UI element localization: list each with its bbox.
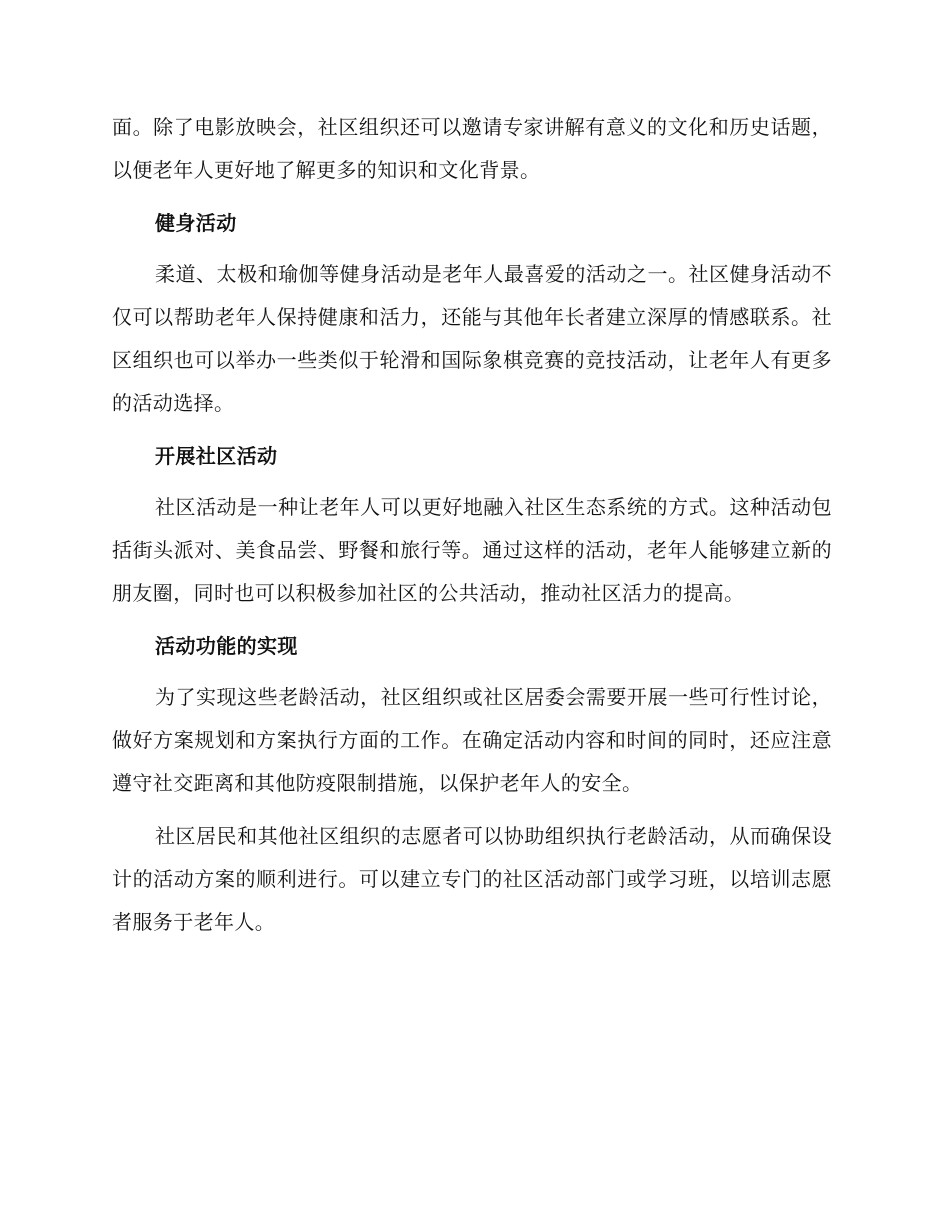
implementation-paragraph-1: 为了实现这些老龄活动，社区组织或社区居委会需要开展一些可行性讨论，做好方案规划和方案执行方面的工作。在确定活动内容和时间的同时，还应注意遵守社交距离和其他防疫限制措施，以保护老年人的安全。 [112,685,832,795]
intro-paragraph: 面。除了电影放映会，社区组织还可以邀请专家讲解有意义的文化和历史话题，以便老年人更好地了解更多的知识和文化背景。 [112,115,832,182]
community-activities-paragraph: 社区活动是一种让老年人可以更好地融入社区生态系统的方式。这种活动包括街头派对、美食品尝、野餐和旅行等。通过这样的活动，老年人能够建立新的朋友圈，同时也可以积极参加社区的公共活动，推动社区活力的提高。 [112,495,832,605]
document-page [112,106,832,944]
section-heading-implementation: 活动功能的实现 [155,634,298,658]
fitness-paragraph: 柔道、太极和瑜伽等健身活动是老年人最喜爱的活动之一。社区健身活动不仅可以帮助老年人保持健康和活力，还能与其他年长者建立深厚的情感联系。社区组织也可以举办一些类似于轮滑和国际象棋竞赛的竞技活动，让老年人有更多的活动选择。 [112,262,832,415]
section-heading-fitness: 健身活动 [155,211,237,235]
implementation-paragraph-2: 社区居民和其他社区组织的志愿者可以协助组织执行老龄活动，从而确保设计的活动方案的顺利进行。可以建立专门的社区活动部门或学习班，以培训志愿者服务于老年人。 [112,824,832,934]
section-heading-community-activities: 开展社区活动 [155,444,278,468]
